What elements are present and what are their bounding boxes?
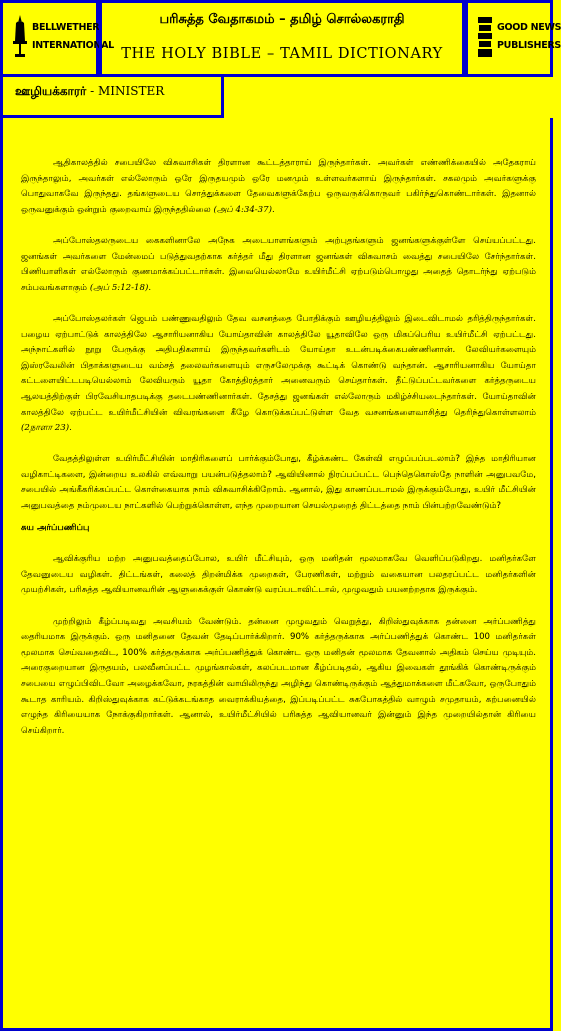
paragraph-1-text: ஆதிகாலத்தில் சபையிலே விசுவாசிகள் திரளான கூட்டத்தாராய் இருந்தார்கள். அவர்கள் எண்ணிக்கையில் அதேகராய் இருந்தாலும், அவர்கள் எல்லோரும் ஒரே இருதயமும் ஒரே மனமும் உள்ளவர்களாய் இருந்தார்கள். சகலமும் அவர்களுக்கு பொதுவாகவே இருந்தது. தங்களுடைய சொத்துக்களை தேவைகளுக்கேற்ப ஒருவருக்கொருவர் பகிர்ந்துகொண்டார்கள். இதனால் ஒருவனுக்கும் ஒன்றும் குறைவாய் இருந்ததில்லை — [21, 158, 536, 215]
sub-heading: சுய அர்ப்பணிப்பு — [21, 522, 90, 533]
topic-tamil: ஊழியக்காரர் — [15, 84, 87, 98]
publisher-left-line1: BELLWETHER — [32, 22, 100, 33]
paragraph-3 — [21, 312, 536, 437]
topic-heading — [15, 84, 164, 100]
paragraph-2-text: அப்போஸ்தலருடைய கைகளினாலே அநேக அடையாளங்களும் அற்புதங்களும் ஜனங்களுக்குள்ளே செய்யப்பட்டது. ஜனங்கள் அவர்களை மேன்மைப் படுத்துவதற்காக கர்த்தர் மீது திரளான ஜனங்கள் விசுவாசம் வைத்து சபையிலே சேர்ந்தார்கள். பிணியாளிகள் எல்லோரும் குணமாக்கப்பட்டார்கள். இவையெல்லாமே உயிர்மீட்சி ஏற்படும்பொழுது அதைத் தொடர்ந்து ஏற்படும் சம்பவங்களாகும் — [21, 235, 536, 293]
paragraph-3-text: அப்போஸ்தலர்கள் ஜெபம் பண்ணுவதிலும் தேவ வசனத்தை போதிக்கும் ஊழியத்திலும் இடைவிடாமல் தரித்திருந்தார்கள். பழைய ஏற்பாட்டுக் காலத்திலே ஆசாரியனாகிய யோய்தாவின் காலத்திலே யூதாவிலே ஒரு மிகப்பெரிய உயிர்மீட்சி ஏற்பட்டது. அந்நாட்களில் நூறு பேருக்கு அதிபதிகளாய் இருந்தவர்களிடம் யோய்தா உடன்படிக்கைபண்ணினான். லேவியர்களையும் இஸ்ரவேலின் பிதாக்களுடைய வம்சத் தலைவர்களையும் எருசலேமுக்கு கூட்டிக் கொண்டு வந்தான். ஆசாரியனாகிய யோய்தா கட்டளையிட்டபடியெல்லாம் லேவியரும் யூதா கோத்திரத்தார் அனைவரும் செய்தார்கள். தீட்டுப்பட்டவர்களை கர்த்தருடைய ஆலயத்திற்குள் பிரவேசியாதபடிக்கு தடைபண்ணினார்கள். தேசத்து ஜனங்கள் எல்லோரும் மகிழ்ச்சியடைந்தார்கள். யோய்தாவின் காலத்திலே ஏற்பட்ட உயிர்மீட்சியின் விவரங்களை கீழே கொடுக்கப்பட்டுள்ள வேத வசனங்களைவாசித்து தெரிந்துகொள்ளலாம் — [21, 313, 536, 418]
paragraph-4 — [21, 452, 536, 514]
book-stack-icon — [476, 13, 494, 61]
publisher-logo-left — [0, 0, 114, 77]
topic-box — [0, 77, 224, 118]
publisher-right-line1: GOOD NEWS — [497, 22, 561, 33]
paragraph-2-reference: (அப் 5:12-18). — [89, 282, 152, 293]
topic-english: - MINISTER — [86, 84, 165, 98]
publisher-logo-right — [465, 0, 561, 77]
article-body — [21, 156, 536, 755]
publisher-left-line2: INTERNATIONAL — [32, 40, 114, 51]
publisher-right-line2: PUBLISHERS — [497, 40, 561, 51]
paragraph-2 — [21, 234, 536, 296]
bellwether-bell-icon — [11, 13, 29, 61]
paragraph-1-reference: (அப் 4:34-37). — [213, 204, 275, 215]
good-news-logo — [476, 13, 561, 61]
paragraph-3-reference: (2நாளா 23). — [21, 423, 72, 434]
paragraph-1 — [21, 156, 536, 218]
paragraph-4-text: வேதத்திலுள்ள உயிர்மீட்சியின் மாதிரிகளைப் பார்க்கும்போது, கீழ்க்கண்ட கேள்வி எழுப்பப்படலாம்? இந்த மாதிரியான வழிகாட்டிகளை, இன்றைய உலகில் எவ்வாறு பயன்படுத்தலாம்? ஆவியினால் நிரப்பப்பட்ட பெந்தெகொஸ்தே நாளின் அனுபவமே, சபையில் அங்கீகரிக்கப்பட்ட கொள்கையாக நாம் விசுவாசிக்கிறோம். ஆனால், இது காணப்படாமல் இருக்கும்போது, உயிர் மீட்சியின் அனுபவத்தை நம்முடைய நாட்களில் பெற்றுக்கொள்ள, எந்த முறையான செயல்முறைத் திட்டத்தை நாம் பின்பற்றவேண்டும்? — [21, 454, 536, 512]
paragraph-5: ஆவிக்குரிய மற்ற அனுபவத்தைப்போல, உயிர் மீட்சியும், ஒரு மனிதன் மூலமாகவே வெளிப்படுகிறது. மனிதர்களே தேவனுடைய வழிகள். திட்டங்கள், கலைத் திறன்மிக்க முறைகள், பேரணிகள், மற்றும் வகையான பலதரப்பட்ட மனிதர்களின் முயற்சிகள், பரிசுத்த ஆவியானவரின் ஆளுகைக்குள் கொண்டு வரப்படாவிட்டால், முழுவதும் பயனற்றதாக இருக்கும். — [21, 554, 536, 596]
content-box — [0, 118, 553, 1031]
title-tamil: பரிசுத்த வேதாகமம் – தமிழ் சொல்லகராதி — [159, 12, 405, 27]
paragraph-6: முற்றிலும் கீழ்ப்படிவது அவசியம் வேண்டும். தன்னை முழுவதும் வெறுத்து, கிறிஸ்துவுக்காக தன்னை அர்ப்பணித்து தைரியமாக இருக்கும். ஒரு மனிதனை தேவன் தேடிப்பார்க்கிறார். 90% கர்த்தருக்காக அர்ப்பணித்துக் கொண்ட 100 மனிதர்கள் மூலமாக செய்வதைவிட, 100% கர்த்தருக்காக அர்ப்பணித்துக் கொண்ட ஒரு மனிதன் மூலமாக தேவனால் அதிகம் செய்ய முடியும். அரைகுறையான இருதயம், பலவீனப்பட்ட முழங்கால்கள், கலப்படமான கீழ்ப்படிதல், ஆகிய இவைகள் தூங்கிக் கொண்டிருக்கும் சபையை எழுப்பிவிடவோ அழைக்கவோ, நரகத்தின் வாயிலிருந்து அழிந்து கொண்டிருக்கும் ஆத்துமாக்களை மீட்கவோ, ஒருபோதும் கூடாத காரியம். கிறிஸ்துவுக்காக கட்டுக்கடங்காத வைராக்கியத்தை, இப்படிப்பட்ட சுகபோகத்தில் வாழும் சமுதாயம், கற்பனையில் எழுந்த கிரியையாக நோக்குகிறார்கள். ஆனால், உயிர்மீட்சியில் பரிசுத்த ஆவியானவர் இன்னும் இந்த முறையில்தான் கிரியை செய்கிறார். — [21, 616, 536, 736]
header-title-box — [99, 0, 465, 77]
title-english: THE HOLY BIBLE – TAMIL DICTIONARY — [121, 46, 443, 62]
